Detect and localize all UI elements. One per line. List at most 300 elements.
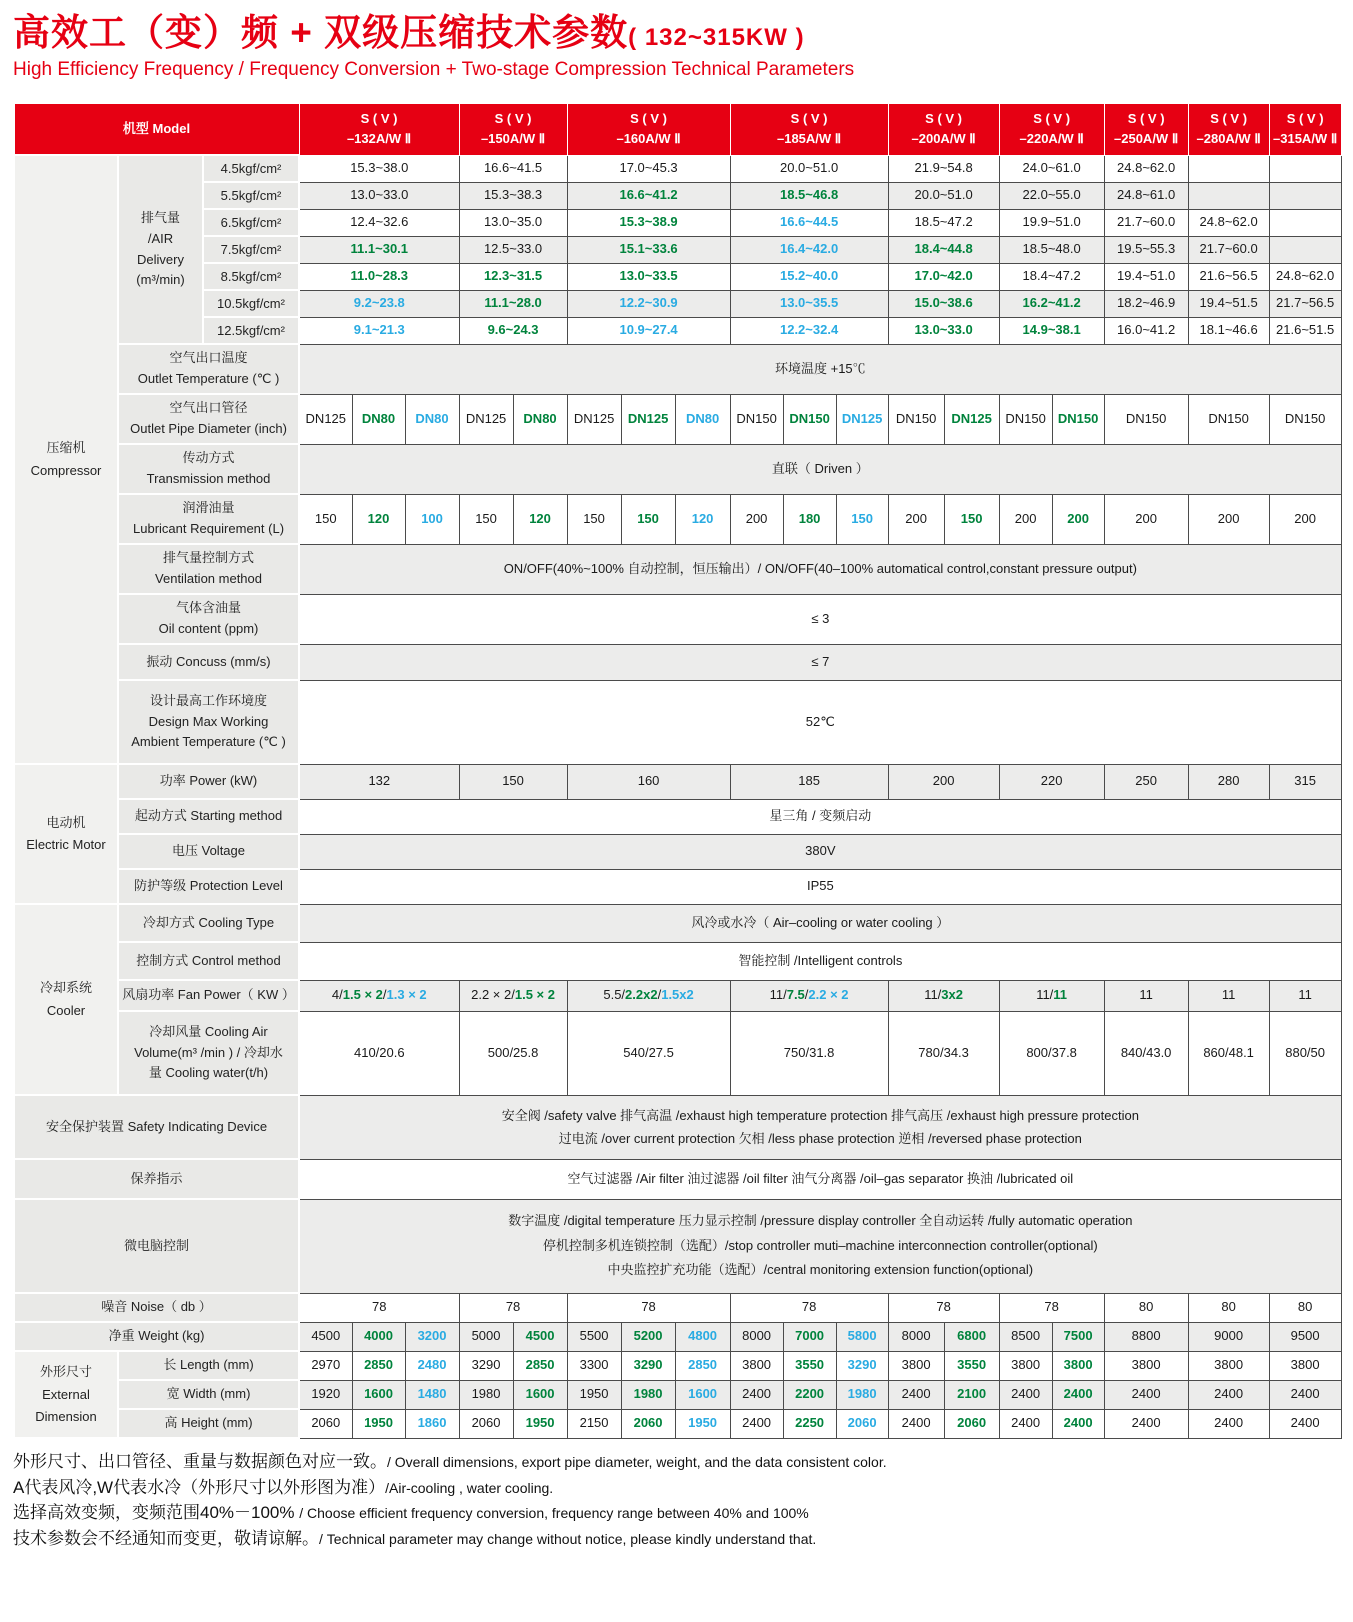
row-label: 排气量 /AIR Delivery (m³/min) [118,155,203,344]
value-cell: DN150 [1052,394,1104,444]
value-cell: 220 [999,764,1104,799]
value-cell: 16.6~44.5 [730,209,888,236]
value-cell: 12.2~32.4 [730,317,888,344]
value-cell: 2060 [944,1409,999,1438]
value-cell: 7000 [783,1322,836,1351]
value-cell [1269,236,1341,263]
model-header: S ( V ) –132A/W Ⅱ [299,103,459,155]
value-cell: 540/27.5 [567,1011,730,1095]
value-cell: 150 [567,494,621,544]
table-row [14,1322,1341,1351]
table-row [14,1293,1341,1322]
table-row [14,444,1341,494]
value-cell: 直联（ Driven ） [299,444,1341,494]
model-header: S ( V ) –280A/W Ⅱ [1188,103,1269,155]
value-cell: 4500 [513,1322,567,1351]
value-cell: 3290 [459,1351,513,1380]
value-cell: 18.5~48.0 [999,236,1104,263]
value-cell: 1980 [836,1380,888,1409]
model-header: S ( V ) –150A/W Ⅱ [459,103,567,155]
value-cell: 2850 [675,1351,730,1380]
row-label: 起动方式 Starting method [118,799,299,834]
value-cell: DN80 [352,394,405,444]
value-cell: DN150 [888,394,944,444]
row-label: 长 Length (mm) [118,1351,299,1380]
table-row [14,644,1341,680]
value-cell: 2400 [730,1409,783,1438]
value-cell: 3300 [567,1351,621,1380]
model-header: S ( V ) –250A/W Ⅱ [1104,103,1188,155]
table-row [14,236,1341,263]
row-label: 空气出口管径 Outlet Pipe Diameter (inch) [118,394,299,444]
value-cell: DN80 [513,394,567,444]
value-cell: 18.2~46.9 [1104,290,1188,317]
value-cell: 15.3~38.9 [567,209,730,236]
value-cell: 2400 [1188,1380,1269,1409]
value-cell: DN125 [621,394,675,444]
value-cell: 17.0~42.0 [888,263,999,290]
value-cell: 2480 [405,1351,459,1380]
pressure-label: 7.5kgf/cm² [203,236,299,263]
value-cell: 200 [999,494,1052,544]
table-row [14,1011,1341,1095]
value-cell: 7500 [1052,1322,1104,1351]
value-cell: 11.1~30.1 [299,236,459,263]
value-cell: 18.5~46.8 [730,182,888,209]
model-header-row [14,103,1341,155]
table-row [14,680,1341,764]
value-cell: 9.6~24.3 [459,317,567,344]
value-cell: 1980 [459,1380,513,1409]
value-cell: 11.1~28.0 [459,290,567,317]
value-cell: 3800 [888,1351,944,1380]
value-cell: 2060 [836,1409,888,1438]
value-cell: 185 [730,764,888,799]
value-cell: 2850 [352,1351,405,1380]
value-cell: 15.3~38.3 [459,182,567,209]
row-label: 微电脑控制 [14,1199,299,1293]
value-cell: 2400 [1052,1380,1104,1409]
row-label: 传动方式 Transmission method [118,444,299,494]
value-cell: IP55 [299,869,1341,904]
footnote-zh: 外形尺寸、出口管径、重量与数据颜色对应一致。 [13,1452,387,1472]
value-cell: DN150 [1104,394,1188,444]
section-label: 电动机 Electric Motor [14,764,118,904]
row-label: 防护等级 Protection Level [118,869,299,904]
value-cell: 3800 [1188,1351,1269,1380]
value-cell: 150 [459,764,567,799]
value-cell: 80 [1269,1293,1341,1322]
footnotes [13,1449,1340,1551]
table-row [14,209,1341,236]
value-cell: 11/3x2 [888,980,999,1011]
value-cell: DN125 [459,394,513,444]
value-cell: ON/OFF(40%~100% 自动控制，恒压输出）/ ON/OFF(40–100% automatical control,constant pressure output) [299,544,1341,594]
table-row [14,1380,1341,1409]
value-cell: 16.2~41.2 [999,290,1104,317]
row-label: 控制方式 Control method [118,942,299,980]
value-cell: 1950 [352,1409,405,1438]
value-cell: 5800 [836,1322,888,1351]
value-cell: DN150 [1188,394,1269,444]
value-cell: 环境温度 +15℃ [299,344,1341,394]
value-cell: 13.0~33.5 [567,263,730,290]
value-cell: 1480 [405,1380,459,1409]
value-cell: DN80 [405,394,459,444]
table-row [14,594,1341,644]
value-cell: 1950 [675,1409,730,1438]
value-cell: 安全阀 /safety valve 排气高温 /exhaust high temperature protection 排气高压 /exhaust high pressure protection 过电流 /over current protection 欠相 /less phase protection 逆相 /reversed phase protection [299,1095,1341,1159]
table-row [14,317,1341,344]
value-cell: 15.1~33.6 [567,236,730,263]
value-cell: 78 [567,1293,730,1322]
value-cell: 6800 [944,1322,999,1351]
value-cell: DN150 [1269,394,1341,444]
value-cell [1269,182,1341,209]
value-cell: 24.0~61.0 [999,155,1104,182]
value-cell: 78 [299,1293,459,1322]
value-cell: 2400 [888,1380,944,1409]
value-cell: 800/37.8 [999,1011,1104,1095]
footnote-zh: A代表风冷,W代表水冷（外形尺寸以外形图为准） [13,1477,386,1497]
footnote-en: /Air-cooling , water cooling. [385,1479,554,1496]
table-row [14,942,1341,980]
table-row [14,394,1341,444]
value-cell: 18.1~46.6 [1188,317,1269,344]
value-cell: 21.7~60.0 [1188,236,1269,263]
value-cell: 11 [1104,980,1188,1011]
value-cell: 9.2~23.8 [299,290,459,317]
value-cell: 100 [405,494,459,544]
value-cell: 78 [730,1293,888,1322]
value-cell: ≤ 3 [299,594,1341,644]
value-cell: 78 [888,1293,999,1322]
value-cell: 2400 [1104,1409,1188,1438]
footnote-zh: 选择高效变频，变频范围40%－100% [13,1503,300,1523]
value-cell: 150 [836,494,888,544]
value-cell: 17.0~45.3 [567,155,730,182]
value-cell: 200 [1052,494,1104,544]
value-cell: 12.5~33.0 [459,236,567,263]
value-cell: 16.0~41.2 [1104,317,1188,344]
value-cell: 12.4~32.6 [299,209,459,236]
value-cell: 3800 [999,1351,1052,1380]
row-label: 高 Height (mm) [118,1409,299,1438]
table-row [14,904,1341,942]
value-cell: DN150 [999,394,1052,444]
table-row [14,764,1341,799]
value-cell: 80 [1188,1293,1269,1322]
value-cell: DN150 [730,394,783,444]
value-cell: 2400 [1188,1409,1269,1438]
value-cell: 9000 [1188,1322,1269,1351]
value-cell: 1600 [352,1380,405,1409]
value-cell: 3800 [1052,1351,1104,1380]
value-cell: 11/11 [999,980,1104,1011]
value-cell: 1600 [513,1380,567,1409]
value-cell: 13.0~33.0 [888,317,999,344]
table-row [14,799,1341,834]
value-cell: 1860 [405,1409,459,1438]
row-label: 噪音 Noise（ db ） [14,1293,299,1322]
value-cell: DN125 [944,394,999,444]
value-cell: 22.0~55.0 [999,182,1104,209]
value-cell: 380V [299,834,1341,869]
value-cell: 410/20.6 [299,1011,459,1095]
value-cell: 13.0~35.5 [730,290,888,317]
table-row [14,290,1341,317]
row-label: 功率 Power (kW) [118,764,299,799]
value-cell: 3800 [1269,1351,1341,1380]
value-cell: 840/43.0 [1104,1011,1188,1095]
value-cell: 19.4~51.5 [1188,290,1269,317]
value-cell: 8800 [1104,1322,1188,1351]
value-cell: DN80 [675,394,730,444]
value-cell: 150 [944,494,999,544]
pressure-label: 5.5kgf/cm² [203,182,299,209]
value-cell: 3550 [944,1351,999,1380]
value-cell: 150 [621,494,675,544]
value-cell: 200 [1269,494,1341,544]
row-label: 排气量控制方式 Ventilation method [118,544,299,594]
value-cell: 4/1.5 × 2/1.3 × 2 [299,980,459,1011]
value-cell: 200 [888,764,999,799]
value-cell: 5000 [459,1322,513,1351]
footnote [13,1449,1340,1475]
value-cell: ≤ 7 [299,644,1341,680]
value-cell: 11 [1269,980,1341,1011]
value-cell: DN125 [299,394,352,444]
value-cell: 24.8~61.0 [1104,182,1188,209]
value-cell: 5.5/2.2x2/1.5x2 [567,980,730,1011]
table-row [14,263,1341,290]
model-header: S ( V ) –185A/W Ⅱ [730,103,888,155]
row-label: 电压 Voltage [118,834,299,869]
model-header-corner: 机型 Model [14,103,299,155]
value-cell: 4800 [675,1322,730,1351]
value-cell: 2.2 × 2/1.5 × 2 [459,980,567,1011]
value-cell: 2970 [299,1351,352,1380]
row-label: 设计最高工作环境度 Design Max Working Ambient Temperature (℃ ) [118,680,299,764]
page-title: 高效工（变）频 + 双级压缩技术参数( 132~315KW ) [13,12,805,53]
value-cell: 5200 [621,1322,675,1351]
value-cell: 21.7~56.5 [1269,290,1341,317]
value-cell: 3550 [783,1351,836,1380]
value-cell: 空气过滤器 /Air filter 油过滤器 /oil filter 油气分离器 /oil–gas separator 换油 /lubricated oil [299,1159,1341,1199]
value-cell: 78 [459,1293,567,1322]
table-row [14,155,1341,182]
value-cell: 2400 [888,1409,944,1438]
value-cell: 16.4~42.0 [730,236,888,263]
value-cell: 750/31.8 [730,1011,888,1095]
row-label: 宽 Width (mm) [118,1380,299,1409]
value-cell: 200 [888,494,944,544]
value-cell: 3290 [836,1351,888,1380]
model-header: S ( V ) –160A/W Ⅱ [567,103,730,155]
model-header: S ( V ) –220A/W Ⅱ [999,103,1104,155]
value-cell: DN125 [836,394,888,444]
value-cell: 14.9~38.1 [999,317,1104,344]
value-cell: 19.5~55.3 [1104,236,1188,263]
pressure-label: 8.5kgf/cm² [203,263,299,290]
value-cell: 2400 [1269,1380,1341,1409]
value-cell: 160 [567,764,730,799]
value-cell: 2150 [567,1409,621,1438]
value-cell: 3200 [405,1322,459,1351]
value-cell: 1950 [513,1409,567,1438]
value-cell: 8000 [888,1322,944,1351]
value-cell: 8500 [999,1322,1052,1351]
value-cell: 250 [1104,764,1188,799]
table-row [14,834,1341,869]
table-row [14,869,1341,904]
table-row [14,1199,1341,1293]
table-row [14,182,1341,209]
row-label: 冷却方式 Cooling Type [118,904,299,942]
value-cell [1188,155,1269,182]
row-label: 保养指示 [14,1159,299,1199]
value-cell: 2100 [944,1380,999,1409]
value-cell: 2400 [999,1380,1052,1409]
value-cell: 2200 [783,1380,836,1409]
value-cell: 8000 [730,1322,783,1351]
value-cell: 78 [999,1293,1104,1322]
value-cell: 880/50 [1269,1011,1341,1095]
value-cell: 2250 [783,1409,836,1438]
pressure-label: 6.5kgf/cm² [203,209,299,236]
power-range-suffix: ( 132~315KW ) [628,24,805,51]
value-cell: 315 [1269,764,1341,799]
section-label: 冷却系统 Cooler [14,904,118,1095]
value-cell: 500/25.8 [459,1011,567,1095]
value-cell: 21.6~56.5 [1188,263,1269,290]
value-cell: 80 [1104,1293,1188,1322]
value-cell: 星三角 / 变频启动 [299,799,1341,834]
value-cell: 15.3~38.0 [299,155,459,182]
spec-table [13,103,1342,1440]
value-cell: 18.4~44.8 [888,236,999,263]
value-cell: 150 [459,494,513,544]
value-cell: 120 [352,494,405,544]
row-label: 振动 Concuss (mm/s) [118,644,299,680]
table-row [14,980,1341,1011]
model-header: S ( V ) –315A/W Ⅱ [1269,103,1341,155]
row-label: 风扇功率 Fan Power（ KW ） [118,980,299,1011]
value-cell: 12.3~31.5 [459,263,567,290]
value-cell: 21.6~51.5 [1269,317,1341,344]
footnote-en: / Technical parameter may change without notice, please kindly understand that. [319,1530,817,1547]
pressure-label: 4.5kgf/cm² [203,155,299,182]
value-cell: 2400 [1052,1409,1104,1438]
value-cell: 3290 [621,1351,675,1380]
value-cell: 16.6~41.5 [459,155,567,182]
value-cell: 180 [783,494,836,544]
value-cell: 11.0~28.3 [299,263,459,290]
value-cell: 15.0~38.6 [888,290,999,317]
value-cell [1188,182,1269,209]
row-label: 润滑油量 Lubricant Requirement (L) [118,494,299,544]
footnote-zh: 技术参数会不经通知而变更，敬请谅解。 [13,1528,319,1548]
value-cell: 2060 [299,1409,352,1438]
pressure-label: 12.5kgf/cm² [203,317,299,344]
row-label: 气体含油量 Oil content (ppm) [118,594,299,644]
value-cell: 20.0~51.0 [730,155,888,182]
value-cell: 2060 [459,1409,513,1438]
page-subtitle: High Efficiency Frequency / Frequency Conversion + Two-stage Compression Technical Parameters [13,58,855,80]
value-cell: 12.2~30.9 [567,290,730,317]
table-row [14,1409,1341,1438]
row-label: 净重 Weight (kg) [14,1322,299,1351]
value-cell: 19.9~51.0 [999,209,1104,236]
footnote [13,1526,1340,1552]
value-cell: 风冷或水冷（ Air–cooling or water cooling ） [299,904,1341,942]
value-cell: 120 [513,494,567,544]
value-cell: 1980 [621,1380,675,1409]
value-cell [1269,155,1341,182]
value-cell: 15.2~40.0 [730,263,888,290]
pressure-label: 10.5kgf/cm² [203,290,299,317]
value-cell: 2850 [513,1351,567,1380]
value-cell: 11 [1188,980,1269,1011]
value-cell: 52℃ [299,680,1341,764]
value-cell: 4000 [352,1322,405,1351]
value-cell: 11/7.5/2.2 × 2 [730,980,888,1011]
value-cell: 10.9~27.4 [567,317,730,344]
value-cell: 132 [299,764,459,799]
table-row [14,344,1341,394]
value-cell: 120 [675,494,730,544]
value-cell: 2060 [621,1409,675,1438]
value-cell: 780/34.3 [888,1011,999,1095]
value-cell [1269,209,1341,236]
section-label: 外形尺寸 External Dimension [14,1351,118,1438]
row-label: 冷却风量 Cooling Air Volume(m³ /min ) / 冷却水 量 Cooling water(t/h) [118,1011,299,1095]
value-cell: DN150 [783,394,836,444]
value-cell: 18.4~47.2 [999,263,1104,290]
model-header: S ( V ) –200A/W Ⅱ [888,103,999,155]
value-cell: 9500 [1269,1322,1341,1351]
footnote [13,1475,1340,1501]
value-cell: 24.8~62.0 [1269,263,1341,290]
row-label: 空气出口温度 Outlet Temperature (℃ ) [118,344,299,394]
table-row [14,1159,1341,1199]
value-cell: 24.8~62.0 [1104,155,1188,182]
value-cell: 21.9~54.8 [888,155,999,182]
value-cell: 20.0~51.0 [888,182,999,209]
value-cell: 2400 [730,1380,783,1409]
footnote [13,1500,1340,1526]
value-cell: 2400 [1104,1380,1188,1409]
footnote-en: / Overall dimensions, export pipe diameter, weight, and the data consistent color. [387,1454,887,1471]
value-cell: 1600 [675,1380,730,1409]
row-label: 安全保护装置 Safety Indicating Device [14,1095,299,1159]
value-cell: 1920 [299,1380,352,1409]
value-cell: 3800 [1104,1351,1188,1380]
value-cell: 2400 [1269,1409,1341,1438]
value-cell: 4500 [299,1322,352,1351]
table-row [14,494,1341,544]
value-cell: 数字温度 /digital temperature 压力显示控制 /pressure display controller 全自动运转 /fully automatic operation 停机控制多机连锁控制（选配）/stop controller muti–machine interconnection controller(optional) 中央监控扩充功能（选配）/central monitoring extension function(optional) [299,1199,1341,1293]
value-cell: DN125 [567,394,621,444]
value-cell: 280 [1188,764,1269,799]
value-cell: 860/48.1 [1188,1011,1269,1095]
value-cell: 19.4~51.0 [1104,263,1188,290]
value-cell: 150 [299,494,352,544]
value-cell: 1950 [567,1380,621,1409]
value-cell: 16.6~41.2 [567,182,730,209]
table-row [14,1095,1341,1159]
value-cell: 3800 [730,1351,783,1380]
